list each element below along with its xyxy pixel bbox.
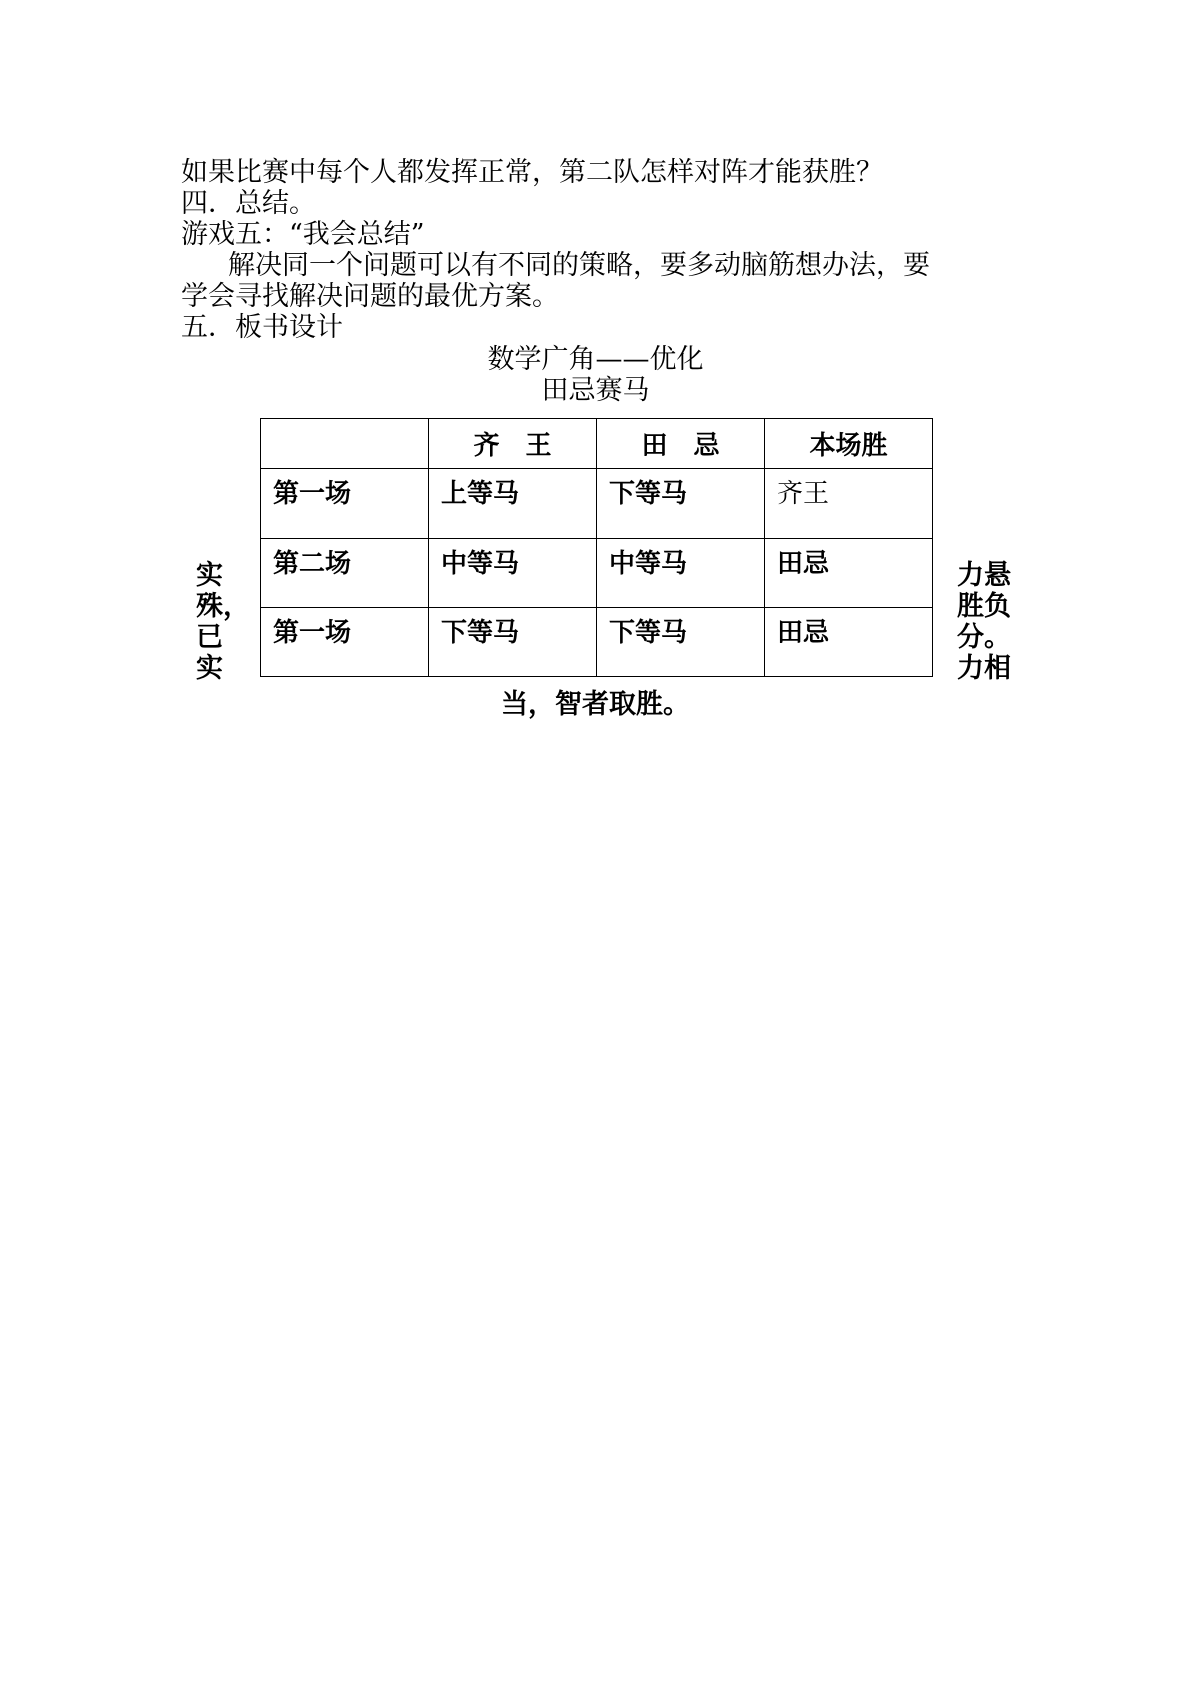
table-header-row bbox=[261, 419, 933, 469]
right-vertical-line: 力悬 bbox=[957, 560, 1011, 591]
table-row bbox=[261, 469, 933, 539]
board-title: 数学广角——优化 bbox=[487, 344, 704, 375]
table-header-cell bbox=[261, 419, 429, 469]
board-subtitle: 田忌赛马 bbox=[541, 375, 650, 406]
table-cell: 下等马 bbox=[597, 608, 765, 677]
right-vertical-line: 力相 bbox=[957, 653, 1011, 684]
table-row bbox=[261, 608, 933, 677]
left-vertical-text bbox=[196, 560, 250, 684]
table-cell: 下等马 bbox=[597, 469, 765, 539]
question-paragraph: 如果比赛中每个人都发挥正常，第二队怎样对阵才能获胜？ bbox=[181, 157, 883, 188]
table-cell: 田忌 bbox=[765, 539, 933, 608]
section-heading-board-design: 五．板书设计 bbox=[181, 312, 343, 343]
table-cell: 第一场 bbox=[261, 469, 429, 539]
board-conclusion: 当，智者取胜。 bbox=[501, 689, 690, 720]
left-vertical-line: 实 bbox=[196, 653, 223, 684]
table-cell: 齐王 bbox=[765, 469, 933, 539]
table-cell: 田忌 bbox=[765, 608, 933, 677]
right-vertical-text bbox=[957, 560, 1011, 684]
table-cell: 中等马 bbox=[429, 539, 597, 608]
section-heading-summary: 四．总结。 bbox=[181, 188, 316, 219]
table-header-cell: 齐 王 bbox=[429, 419, 597, 469]
horse-race-table bbox=[260, 418, 933, 677]
table-cell: 第一场 bbox=[261, 608, 429, 677]
table-cell: 下等马 bbox=[429, 608, 597, 677]
table-header-cell: 田 忌 bbox=[597, 419, 765, 469]
table-header-cell: 本场胜 bbox=[765, 419, 933, 469]
right-vertical-line: 胜负 bbox=[957, 591, 1011, 622]
table-cell: 第二场 bbox=[261, 539, 429, 608]
summary-paragraph-line-1: 解决同一个问题可以有不同的策略，要多动脑筋想办法，要 bbox=[228, 250, 930, 281]
summary-paragraph-line-2: 学会寻找解决问题的最优方案。 bbox=[181, 281, 559, 312]
left-vertical-line: 实 bbox=[196, 560, 223, 591]
left-vertical-line: 已 bbox=[196, 622, 223, 653]
table-cell: 中等马 bbox=[597, 539, 765, 608]
right-vertical-line: 分。 bbox=[957, 622, 1011, 653]
table-row bbox=[261, 539, 933, 608]
table-cell: 上等马 bbox=[429, 469, 597, 539]
game-five-heading: 游戏五：“我会总结” bbox=[181, 219, 425, 250]
left-vertical-line: 殊， bbox=[196, 591, 250, 622]
